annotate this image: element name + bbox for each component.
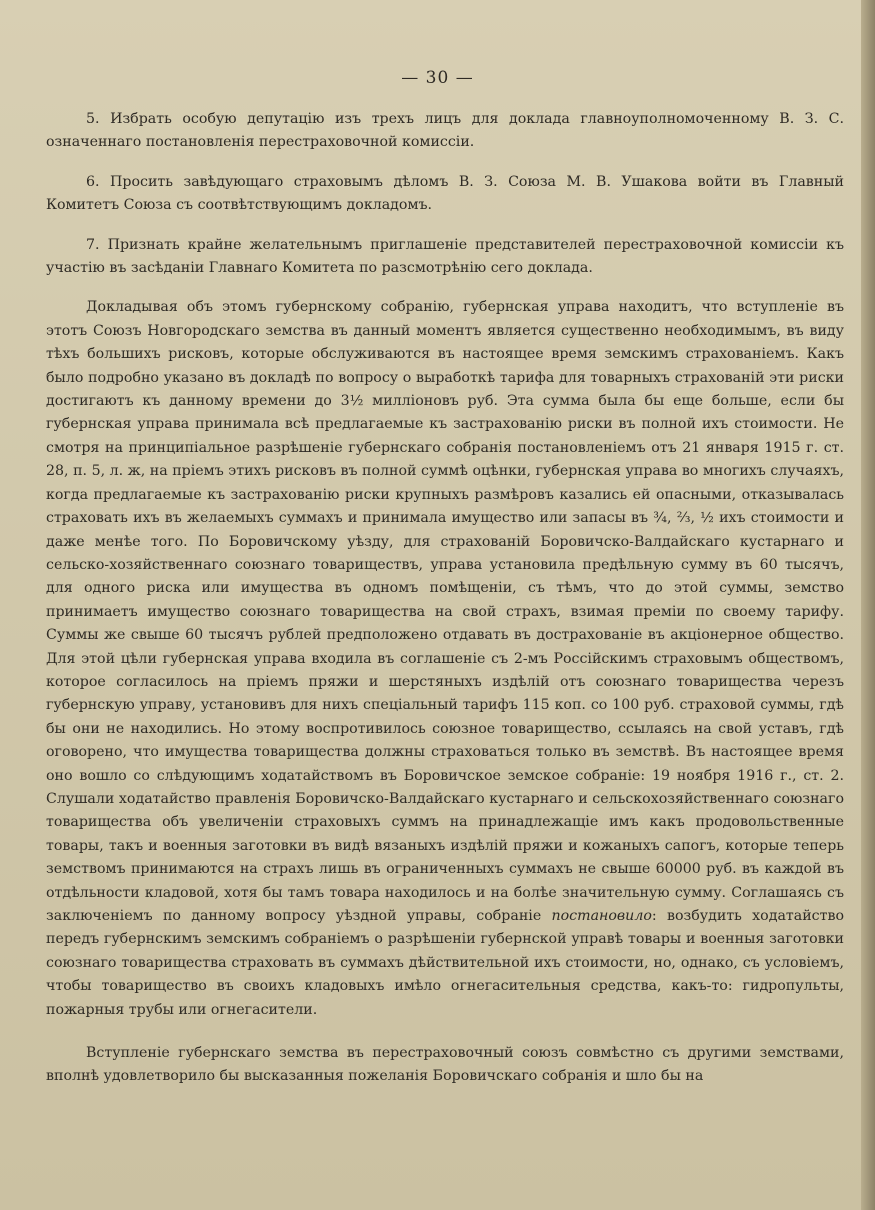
- paragraph-item-6: 6. Просить завѣдующаго страховымъ дѣломъ В. З. Союза М. В. Ушакова войти въ Главный Комитетъ Союза съ соотвѣтствующимъ докладомъ.: [46, 173, 844, 214]
- paragraph-item-5: 5. Избрать особую депутацію изъ трехъ лицъ для доклада главноуполномоченному В. З. С. означеннаго постановленія перестраховочной комиссіи.: [46, 111, 844, 151]
- report-text-start: Докладывая объ этомъ губернскому собранію, губернская управа находитъ, что вступленіе въ этотъ Союзъ Новгородскаго земства въ данный моментъ является существенно необходимымъ, въ виду тѣхъ большихъ рисковъ, которые обслуживаются въ настоящее время земскимъ страхованіемъ. Какъ было подробно указано въ докладѣ по вопросу о выработкѣ тарифа для товарныхъ страхованій эти риски достигаютъ къ данному времени до 3½ милліоновъ руб. Эта сумма была бы еще больше, если бы губернская управа принимала всѣ предлагаемые къ застрахованію риски въ полной ихъ стоимости. Не смотря на принципіальное разрѣшеніе губернскаго собранія постановленіемъ отъ 21 января 1915 г. ст. 28, п. 5, л. ж, на пріемъ этихъ рисковъ въ полной суммѣ оцѣнки, губернская управа во многихъ случаяхъ, когда предлагаемые къ застрахованію риски крупныхъ размѣровъ казались ей опасными, отказывалась страховать ихъ въ желаемыхъ суммахъ и принимала имущество или запасы въ ¾, ⅔, ½ ихъ стоимости и даже менѣе того. По Боровичскому уѣзду, для страхованій Боровичско-Валдайскаго кустарнаго и сельско-хозяйственнаго союзнаго товариществъ, управа установила предѣльную сумму въ 60 тысячъ, для одного риска или имущества въ одномъ помѣщеніи, съ тѣмъ, что до этой суммы, земство принимаетъ имущество союзнаго товарищества на свой страхъ, взимая преміи по своему тарифу. Суммы же свыше 60 тысячъ рублей предположено отдавать въ дострахованіе въ акціонерное общество. Для этой цѣли губернская управа входила въ соглашеніе съ 2-мъ Россійскимъ страховымъ обществомъ, которое согласилось на пріемъ пряжи и шерстяныхъ издѣлій отъ союзнаго товарищества черезъ губернскую управу, установивъ для нихъ спеціальный тарифъ 115 коп. со 100 руб. страховой суммы, гдѣ бы они не находились. Но этому воспротивилось союзное товарищество, ссылаясь на свой уставъ, гдѣ оговорено, что имущества товарищества должны страховаться только въ земствѣ. Въ настоящее время оно вошло со слѣдующимъ ходатайствомъ въ Боровичское земское собраніе: 19 ноября 1916 г., ст. 2. Слушали ходатайство правленія Боровичско-Валдайскаго кустарнаго и сельскохозяйственнаго союзнаго товарищества объ увеличеніи страховыхъ суммъ на принадлежащіе имъ какъ продовольственные товары, такъ и военныя заготовки въ видѣ вязаныхъ издѣлій пряжи и кожаныхъ сапогъ, которые теперь земствомъ принимаются на страхъ лишь въ ограниченныхъ суммахъ не свыше 60000 руб. въ каждой въ отдѣльности кладовой, хотя бы тамъ товара находилось и на болѣе значительную сумму. Соглашаясь съ заключеніемъ по данному вопросу уѣздной управы, собраніе: [46, 299, 844, 924]
- page-edge-shadow: [861, 0, 875, 1210]
- paragraph-main-report: [46, 296, 844, 1022]
- page-number: — 30 —: [401, 68, 474, 88]
- paragraph-union-entry: Вступленіе губернскаго земства въ перестраховочный союзъ совмѣстно съ другими земствами, вполнѣ удовлетворило бы высказанныя пожеланія Боровичскаго собранія и шло бы на: [46, 1045, 844, 1085]
- resolution-word: постановило: [551, 908, 652, 924]
- report-text-end: : возбудить ходатайство передъ губернскимъ земскимъ собраніемъ о разрѣшеніи губернской управѣ товары и военныя заготовки союзнаго товарищества страховать въ суммахъ дѣйствительной ихъ стоимости, но, однако, съ условіемъ, чтобы товарищество въ своихъ кладовыхъ имѣло огнегасительныя средства, какъ-то: гидропульты, пожарныя трубы или огнегасители.: [46, 908, 844, 1018]
- page-body: [46, 108, 844, 1089]
- paragraph-item-7: 7. Признать крайне желательнымъ приглашеніе представителей перестраховочной комиссіи къ участію въ засѣданіи Главнаго Комитета по разсмотрѣнію сего доклада.: [46, 236, 844, 277]
